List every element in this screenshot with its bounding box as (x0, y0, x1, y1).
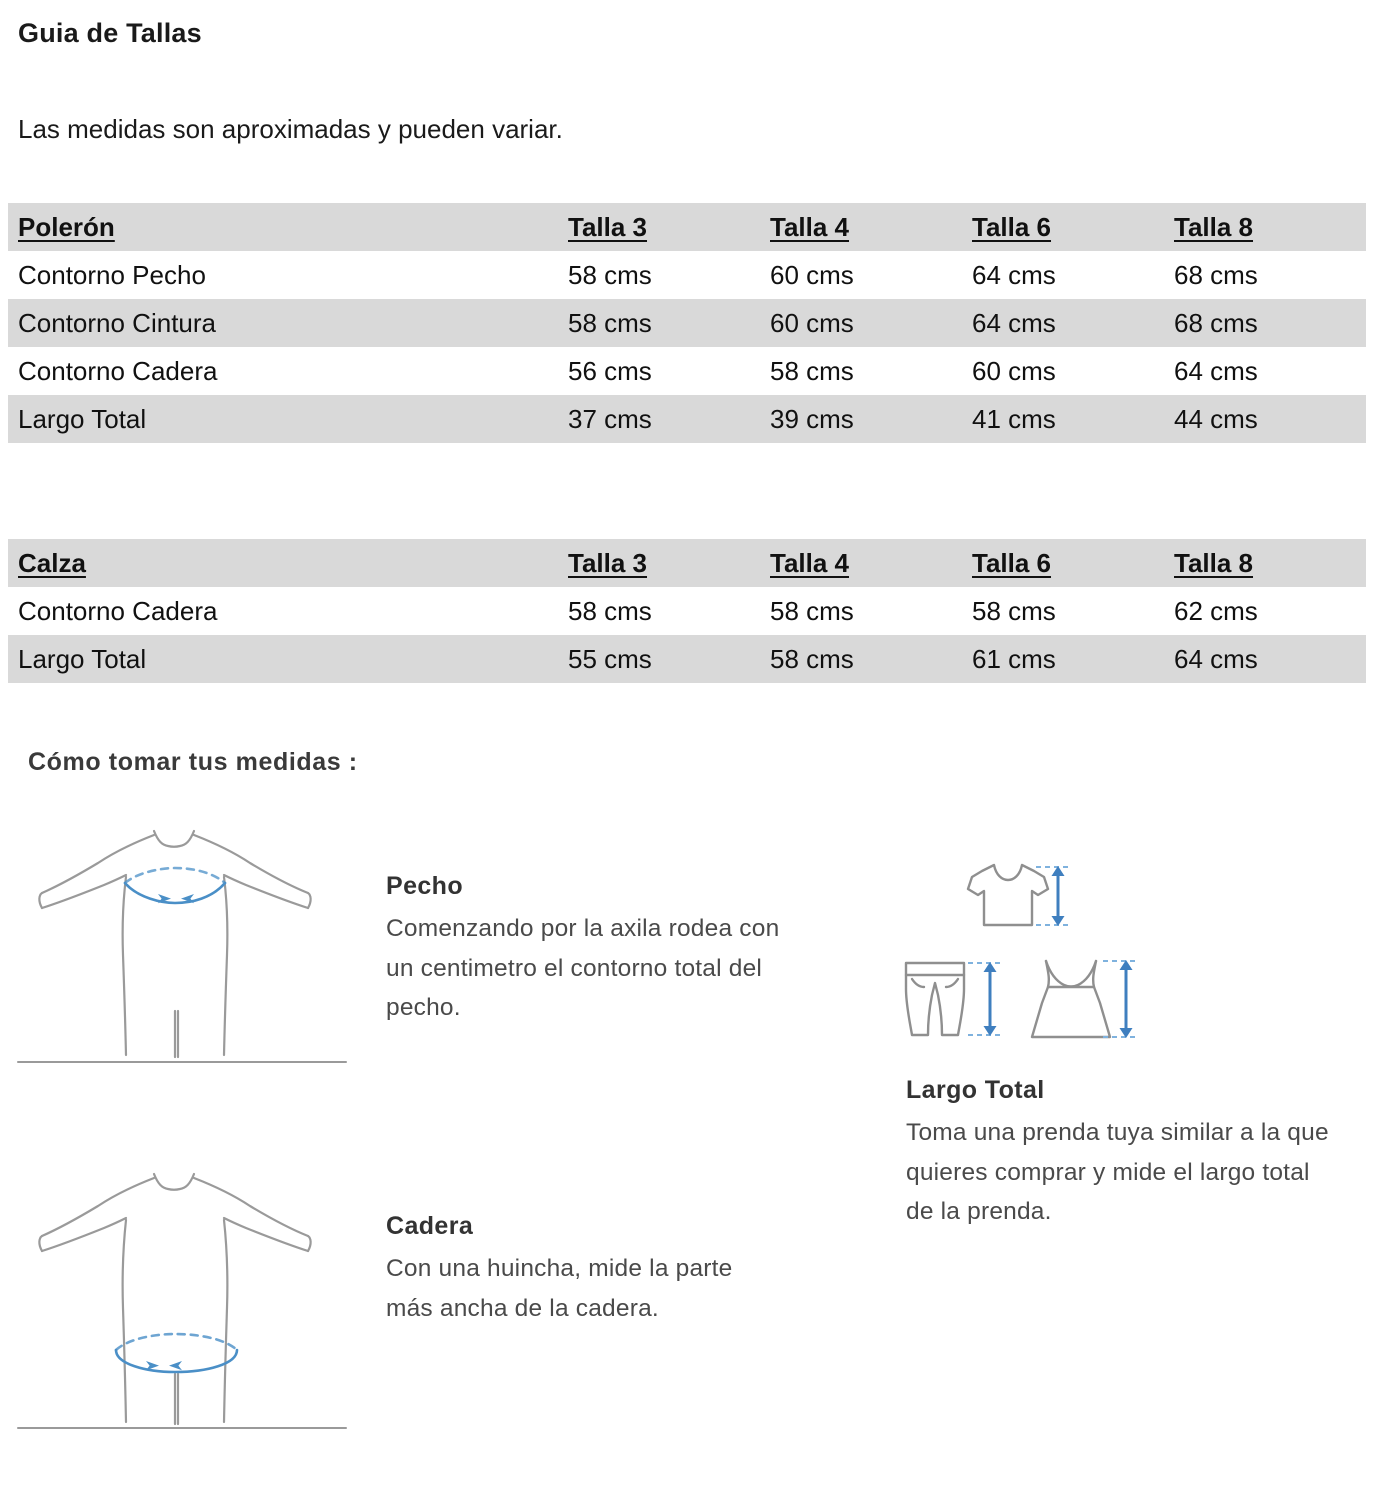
row-label: Contorno Cadera (18, 595, 218, 626)
cell-talla-3: 58 cms (568, 259, 652, 290)
cell-talla-8: 44 cms (1174, 403, 1258, 434)
cell-talla-3: 58 cms (568, 595, 652, 626)
cell-talla-3: 37 cms (568, 403, 652, 434)
cell-talla-8: 64 cms (1174, 643, 1258, 674)
garment-length-icons (898, 855, 1168, 1055)
measure-title-largo-total: Largo Total (906, 1076, 1045, 1104)
table-header-garment: Polerón (18, 211, 115, 242)
column-header-talla-4: Talla 4 (770, 211, 850, 242)
table-row (8, 635, 1366, 683)
table-header-row (8, 539, 1366, 587)
table-header-row (8, 203, 1366, 251)
cell-talla-8: 64 cms (1174, 355, 1258, 386)
page-title: Guia de Tallas (18, 18, 202, 48)
measure-title-pecho: Pecho (386, 872, 464, 900)
row-label: Largo Total (18, 643, 147, 674)
row-label: Largo Total (18, 403, 147, 434)
column-header-talla-8: Talla 8 (1174, 211, 1254, 242)
measure-block-cadera (386, 1212, 746, 1328)
dress-icon (1032, 960, 1138, 1038)
cell-talla-4: 60 cms (770, 307, 854, 338)
body-hip-measure-icon (12, 1158, 352, 1443)
table-row (8, 395, 1366, 443)
cell-talla-3: 58 cms (568, 307, 652, 338)
table-header-garment: Calza (18, 547, 86, 578)
cell-talla-3: 56 cms (568, 355, 652, 386)
measure-block-pecho (386, 872, 781, 1028)
cell-talla-8: 68 cms (1174, 307, 1258, 338)
cell-talla-6: 64 cms (972, 259, 1056, 290)
table-row (8, 299, 1366, 347)
row-label: Contorno Pecho (18, 259, 206, 290)
measure-title-cadera: Cadera (386, 1212, 474, 1240)
measure-text-pecho: Comenzando por la axila rodea con un centimetro el contorno total del pecho. (386, 915, 780, 1022)
pants-icon (906, 962, 1002, 1036)
size-table-poleron (8, 203, 1366, 443)
table-row (8, 347, 1366, 395)
table-row (8, 587, 1366, 635)
table-row (8, 251, 1366, 299)
cell-talla-6: 41 cms (972, 403, 1056, 434)
size-table-calza (8, 539, 1366, 683)
column-header-talla-3: Talla 3 (568, 547, 648, 578)
column-header-talla-6: Talla 6 (972, 211, 1052, 242)
intro-note: Las medidas son aproximadas y pueden variar. (18, 114, 563, 144)
column-header-talla-6: Talla 6 (972, 547, 1052, 578)
cell-talla-4: 60 cms (770, 259, 854, 290)
cell-talla-6: 60 cms (972, 355, 1056, 386)
column-header-talla-3: Talla 3 (568, 211, 648, 242)
cell-talla-4: 58 cms (770, 595, 854, 626)
cell-talla-6: 64 cms (972, 307, 1056, 338)
cropped-text-sliver (60, 0, 620, 10)
row-label: Contorno Cadera (18, 355, 218, 386)
cell-talla-4: 58 cms (770, 355, 854, 386)
measure-block-largo-total (906, 1076, 1336, 1232)
cell-talla-4: 58 cms (770, 643, 854, 674)
cell-talla-8: 68 cms (1174, 259, 1258, 290)
cell-talla-6: 61 cms (972, 643, 1056, 674)
cell-talla-6: 58 cms (972, 595, 1056, 626)
cell-talla-8: 62 cms (1174, 595, 1258, 626)
cell-talla-3: 55 cms (568, 643, 652, 674)
measure-text-cadera: Con una huincha, mide la parte más ancha de la cadera. (386, 1255, 733, 1322)
row-label: Contorno Cintura (18, 307, 216, 338)
body-chest-measure-icon (12, 815, 352, 1075)
column-header-talla-4: Talla 4 (770, 547, 850, 578)
column-header-talla-8: Talla 8 (1174, 547, 1254, 578)
tshirt-icon (968, 865, 1070, 926)
how-to-measure-heading: Cómo tomar tus medidas : (28, 748, 358, 776)
cell-talla-4: 39 cms (770, 403, 854, 434)
measure-text-largo-total: Toma una prenda tuya similar a la que quieres comprar y mide el largo total de la prenda. (906, 1119, 1329, 1226)
